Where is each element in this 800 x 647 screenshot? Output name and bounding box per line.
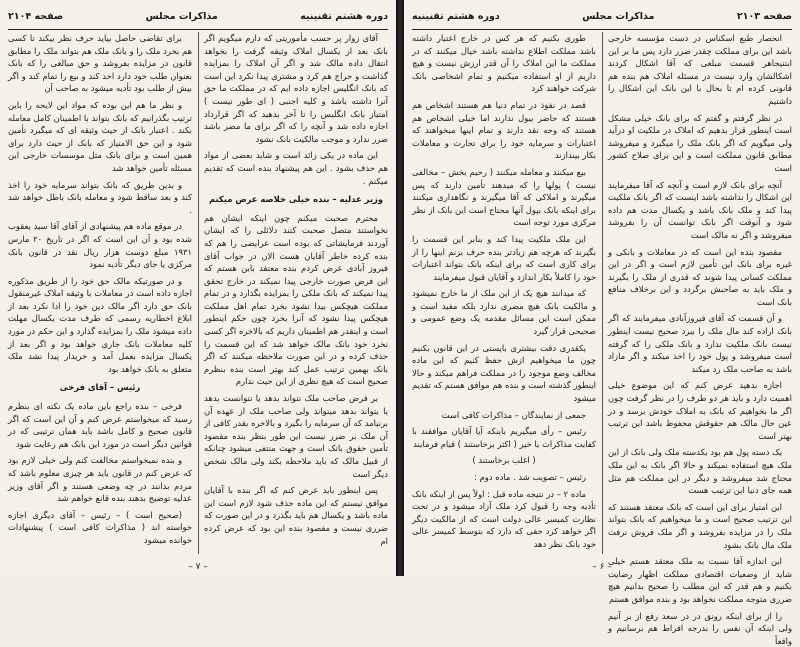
paragraph: و آن قسمت که آقای فیروزآبادی میفرمایند که اگر بانک اراده کند مال ملک را ببرد صحیح نیست اینطور نیست بانک ملکیت ندارد و بانک ملکی را که گرفته است میفروشد و پول خود را اخذ میکند و اگر مازاد باشد به صاحب ملک رد میکند <box>608 313 792 374</box>
right-header-title: مذاکرات مجلس <box>582 10 655 22</box>
paragraph: بیع میکنند و معامله میکنند ( رحیم بخش – مخالفی نیست ) پولها را که میدهند تأمین دارند که پس میگیرند و املاکی که آقا میگیرند و نگاهداری میکنند برای اینکه بانک بپول آنها محتاج است این بانک از نظر مرکزی مورد توجه است <box>412 166 596 228</box>
paragraph: در نظر گرفتم و گفتم که برای بانک خیلی مشکل است اینطور قرار بدهیم که املاک در ملکیت او درآید ولی میگویم که اگر بانک ملک را میگیرد و میفروشد مطابق قانون مملکت است و این برای صلاح کشور است <box>608 112 792 173</box>
paragraph: این امتیاز برای این است که بانک معتقد هستند که این ترتیب صحیح است و ما میخواهیم که بانک بتواند ملک را در مزایده بفروشد و اگر ملک فروش نرفت ملک مال بانک بشود <box>608 501 792 550</box>
paragraph: پس اینطور باید عرض کنم که اگر بنده با آقایان موافق نیستم که این ماده حذف شود لازم است این ماده باشد و یکسال هم باید بگذرد و در این صورت که ضرری نیست و مقصود بنده این بود که عرض کرده ام <box>204 485 388 546</box>
left-header-title: مذاکرات مجلس <box>145 10 218 22</box>
paragraph: که میدانند هیچ یک از این ملک از ما خارج نمیشود و مالکیت بانک هیچ مضری ندارد بلکه مفید است و ممکن است این مسائل مقدمه یک وضع عمومی و صحیحی قرار گیرد <box>412 288 596 337</box>
paragraph: ماده ۲ – در نتیجه ماده قبل : اولاً پس از اینکه بانک تأدیه وجه را قبول کرد ملک آزاد میشود و در تحت نظارت کمیسر عالی دولت است که از مالکیت دیگر اگر خواهد کرد حقی که دارد که بتوسط کمیسر عالی خود بانک نظر دهد <box>412 488 596 549</box>
paragraph: ( اغلب برخاستند ) <box>472 455 536 466</box>
column-divider <box>198 32 199 554</box>
paragraph: انحصار طبع اسکناس در دست مؤسسه خارجی باشد این برای مملکت چقدر ضرر دارد پس ما بر این ابتنیجاهر قسمت مبلغی که آقا اشکال کردند اشکالشان وارد نیست در مسئله املاک هم بنده هم قانونی کرده ام تا بحال با این بانک این اشکال را داشتیم <box>608 33 792 106</box>
speaker-heading: وزیر عدلیه – بنده خیلی خلاصه عرض میکنم <box>208 194 384 205</box>
right-column-outer <box>608 32 792 646</box>
right-header-page-number: صفحه ۲۱۰۳ <box>736 10 792 22</box>
paragraph: و در صورتیکه مالک حق خود را از طریق مذکوره اجازه داده است در معاملات با وثیقه املاک غیرمنقول بانک حق دارد اگر مالک دین خود را ادا نکرد بعد از ابلاغ اخطاریه رسمی که طرف مدت یکسال مهلت داده میشود ملک را بمزایده گذارد و این حکم در مورد کلیه معاملات بانک جاری خواهد بود و اگر بعد از یکسال مزایده بعمل آمد و خریدار پیدا نشد ملک متعلق به بانک خواهد بود <box>8 275 192 374</box>
paragraph: و نظر ما هم این بوده که مواد این لایحه را باین ترتیب بگذرانیم که بانک بتواند با اطمینان کامل معامله بکند . اعتبار بانک از حیث وثیقه ای که میگیرد تأمین شود و این حق الامتیاز که بانک از حیث دارد برای همین است و برای بانک مثل موسسات خارجی این مسئله تأمین خواهد شد <box>8 99 192 173</box>
left-column-outer <box>204 32 388 554</box>
left-page-header <box>8 4 388 28</box>
book-gutter <box>396 0 404 576</box>
paragraph: آقای زوار پر حسب مأموریتی که دارم میگویم اگر بانک بعد از یکسال املاک وثیقه گرفت را بخواهد انتقال داده مالک شد و اگر آن املاک را بمزایده گذاشت و حراج هم کرد و مشتری پیدا نکرد این است که بانک انگلیس اجازه داده ایم که در مملکت ما حق آنرا داشته باشد و کلیه اجنبی ( ای طور نیست ) امتیاز بانک انگلیس را تا آخر بدهید که اگر قرارداد اجازه داده شد و آنچه را که اگر برای ما مضر باشد ضرر ندارد و موجب مالکیت بانک نشود <box>204 33 388 144</box>
paragraph: یکقدری دقت بیشتری بایستی در این قانون بکنیم چون ما میخواهیم ازش حفظ کنیم که این ماده مخالف وضع موجود را در مملکت فراهم میکند و حالا اینطور گذشته است و بنده هم موافق هستم که تقدیم میشود <box>412 342 596 404</box>
paragraph: و بنده نمیخواستم مخالفت کنم ولی خیلی لازم بود که عرض کنم در قانون باید هر چیزی معلوم باشد که مردم بدانند در چه وضعی هستند و اگر آقای وزیر عدلیه توضیح بدهند بنده قانع خواهم شد <box>8 455 192 504</box>
paragraph: این اندازه آقا نسبت به ملک معتقد هستم خیلی شاید از وضعیات اقتصادی مملکت اظهار رضایت بکنیم و هم قدر که این مطلب را صحیح بدانیم هیچ ضرری متوجه مملکت نخواهد بود و بنده موافق هستم <box>608 556 792 604</box>
paragraph: برای تقاضی حاصل بیاید حرف نظر بیکند تا کسی هم بخرد ملک را و بانک ملک هم بتواند ملک را مطابق قانون در مزایده بفروشد و حق مبالغی را که بانک بعنوان طلب خود دارد اخذ کند و بیع را تمام کند و اگر بیش از طلب بود تأدیه میشود به صاحب آن <box>8 33 192 94</box>
left-header-session: دوره هشتم تقنینیه <box>300 10 388 22</box>
paragraph: و بدین طریق که بانک بتواند سرمایه خود را اخذ کند و بعد ساقط شود و معامله بانک باطل خواهد شد . <box>8 179 192 215</box>
paragraph: را از برای اینکه رونق در در سعد رفع از بر آنیم ولی اینکه آن نفس را بدرجه افراط هم برسانیم و واقعاً <box>608 610 792 646</box>
paragraph: آنچه برای بانک لازم است و آنچه که آقا میفرمایند این اشکال را نداشته باشد اینست که اگر بانک ملکیت پیدا کند و ملک بانک باشد و یکسال مدت هم داده شود و آنوقت اگر بانک توانست آن را بفروشد میفروشد و اگر نه مالک است <box>608 179 792 240</box>
right-page-header <box>412 4 792 28</box>
header-rule <box>8 29 388 30</box>
paragraph: رئیس – رأی میگیریم باینکه آیا آقایان موافقند با کفایت مذاکرات یا خیر ( اکثر برخاستند ) قیام فرمایند <box>412 426 596 449</box>
paragraph: یک دسته پول هم بود یکدسته ملک ولی بانک از این ملک هیچ استفاده نمیکند و حالا اگر بانک به این ملک محتاج شد میفروشد و دیگر در این مملکت هم مثل همه جای دنیا این ترتیب هست <box>608 447 792 496</box>
paragraph: قصد در نفوذ در تمام دنیا هم هستند اشخاص هم هستند که حاضر بیول ندارند اما خیلی اشخاص هم هستند که وجه نقد دارند و تمام اینها میخواهند که اعتبارات و سرمایه خود را برای تجارت و معاملات بکار بیندازند <box>412 99 596 161</box>
left-header-page-number: صفحه ۲۱۰۴ <box>8 10 64 22</box>
paragraph: این ملک ملکیت پیدا کند و بنابر این قسمت را بگیرند که هرچه هم زیادتر بنده حرف بزنم اینها را از برای کاری است که برای اینکه بانک بتواند اعتبارات خود را کاملاً بکار اندازد و آقایان قبول میفرمایند <box>412 233 596 282</box>
left-page <box>0 0 396 576</box>
left-page-footer: – ۷ – <box>188 562 208 572</box>
right-page <box>404 0 800 646</box>
paragraph: محترم صحبت میکنم چون اینکه ایشان هم نخواستند متصل صحبت کنند دلائلی را که ایشان آوردند فرمایشاتی که بوده است عرایضی را هم که بنده کرده خاطر آقایان هست الان در جواب آقای فیروز آبادی عرض کردم بنده معتقد باین هستم که این فرض صورت خارجی پیدا نمیکند در خارج تحقق پیدا نمیکند که بانک ملکی را بمزایده بگذارد و در تمام مملکت هیچکس بیدا نشود بخرد تمام اهل مملکت هیچکس پیدا نشود که آنرا بخرد چون حکم اینطور است و اینقدر هم اطمینان داریم که بالاخره اگر کسی نخرد خود بانک مالک خواهد شد که این قسمت را حذف کرده و در این صورت ملاحظه میکنند که اگر بانک بهمین ترتیب عمل کند بهتر است بنده بنظرم صحیح است که هیچ نظری از این حیث ندارم <box>204 212 388 387</box>
paragraph: رئیس – تصویب شد . ماده دوم : <box>474 472 586 482</box>
left-column-inner <box>8 32 192 554</box>
paragraph: بر فرض صاحب ملک نتواند بدهد یا نتوانست بدهد یا بتواند بدهد میتواند ولی صاحب ملک از عهده آن برنیامد که آن سرمایه را بگیرد و بالاخره بقدر کافی از آن ملک بر ضرر نیست این طور بنظر بنده مقصود تأمین حقوق بانک است و جهت منتفی میشود چنانکه از قبیل مالک که باید ملاحظه بکند ولی مالک شخص دیگر است <box>204 393 388 479</box>
paragraph: مقصود بنده این است که در معاملات و بانکی و غیره برای بانک این تأمین لازم است و اگر در این مملکت کسانی پیدا شوند که قدری از ملک را بگیرند و ملک باید به صاحبش برگردد و این برخلاف منافع بانک است <box>608 246 792 307</box>
paragraph: فرخی – بنده راجع باین ماده یک نکته ای بنظرم رسید که میخواستم عرض کنم و آن این است که اگر قانون صحیح و کامل باشد باید همان ترتیبی که در قوانین دیگر است در مورد این بانک هم رعایت شود <box>8 401 192 449</box>
paragraph: جمعی از نمایندگان – مذاکرات کافی است <box>441 409 586 420</box>
right-column-inner <box>412 32 596 554</box>
column-divider <box>602 32 603 554</box>
right-header-session: دوره هشتم تقنینیه <box>412 10 500 22</box>
speaker-heading: رئیس – آقای فرخی <box>59 382 141 393</box>
paragraph: طوری بکنیم که هر کس در خارج اعتبار داشته باشد مملکت اطلاع نداشته باشد خیال میکنند که در مملکت ما این املاک را آن قدر ارزش نیست و هیچ داریم از او استفاده میکنیم و تمام اشخاصی بانک شرکت خواهند کرد <box>412 33 596 94</box>
paragraph: اجازه بدهید عرض کنم که این موضوع خیلی اهمیت دارد و باید هر دو طرف را در نظر گرفت چون اگر ما بخواهیم که بانک به املاک خودش برسد و در عین حال مالک هم حقوقش محفوظ باشد این ترتیب بهتر است <box>608 380 792 441</box>
paragraph: (صحیح است ) – رئیس – آقای دیگری اجازه خواسته اند ( مذاکرات کافی است ) پیشنهادات خوانده میشود <box>8 509 192 545</box>
right-page-footer: – ۶ – <box>592 562 612 572</box>
header-rule <box>412 29 792 30</box>
paragraph: در موقع ماده هم پیشنهادی از آقای آقا سید یعقوب شده بود و آن این است که اگر در تاریخ ۲۰ مارس ۱۹۳۱ مبلغ دوست هزار ریال نقد در قانون بانک مرکزی یا جای دیگر تأدیه نمود <box>8 221 192 270</box>
paragraph: این ماده در یکی زائد است و شاید بعضی از مواد هم حذف بشود . این هم پیشنهاد بنده است که تقدیم میکنم . <box>204 150 388 186</box>
